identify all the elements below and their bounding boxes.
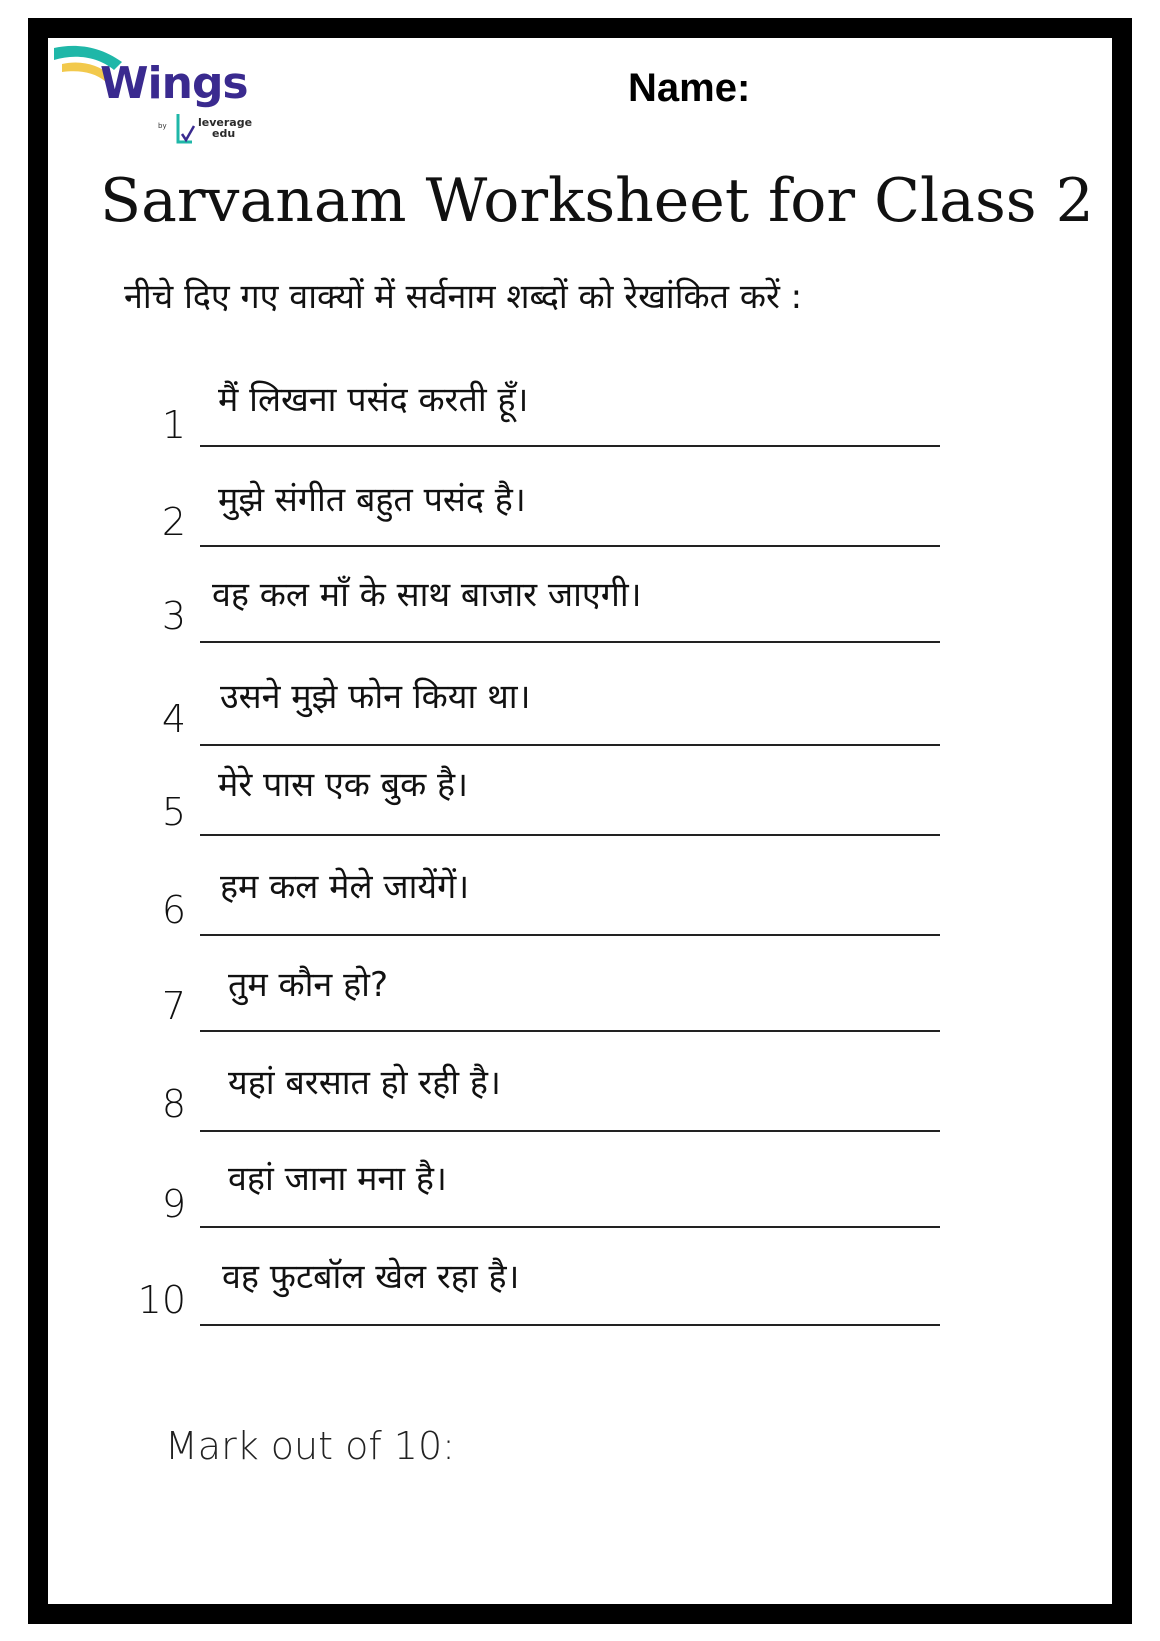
question-text: वहां जाना मना है। xyxy=(228,1159,447,1199)
question-number: 2 xyxy=(161,500,186,544)
question-number: 6 xyxy=(161,888,186,932)
question-number: 8 xyxy=(161,1082,186,1126)
answer-line xyxy=(200,1226,940,1228)
question-item xyxy=(0,475,1160,565)
question-text: मुझे संगीत बहुत पसंद है। xyxy=(218,480,526,520)
question-item xyxy=(0,760,1160,850)
instruction-text: नीचे दिए गए वाक्यों में सर्वनाम शब्दों को रेखांकित करें : xyxy=(124,277,803,317)
question-item xyxy=(0,862,1160,952)
wings-logo xyxy=(52,40,262,160)
question-text: तुम कौन हो? xyxy=(228,965,389,1005)
answer-line xyxy=(200,1324,940,1326)
question-text: मेरे पास एक बुक है। xyxy=(218,765,468,805)
name-label: Name: xyxy=(628,66,751,110)
logo-by-text: by xyxy=(158,122,167,130)
question-text: उसने मुझे फोन किया था। xyxy=(220,677,531,717)
question-text: वह कल माँ के साथ बाजार जाएगी। xyxy=(212,575,642,615)
question-number: 9 xyxy=(161,1182,186,1226)
question-text: यहां बरसात हो रही है। xyxy=(228,1063,501,1103)
answer-line xyxy=(200,445,940,447)
question-number: 1 xyxy=(161,403,186,447)
worksheet-title: Sarvanam Worksheet for Class 2 xyxy=(100,166,1094,236)
question-number: 4 xyxy=(161,697,186,741)
answer-line xyxy=(200,934,940,936)
question-item xyxy=(0,1252,1160,1342)
logo-sub-line1: leverage xyxy=(198,116,253,129)
question-item xyxy=(0,672,1160,762)
question-item xyxy=(0,1154,1160,1244)
question-number: 3 xyxy=(161,594,186,638)
answer-line xyxy=(200,834,940,836)
question-number: 5 xyxy=(161,790,186,834)
answer-line xyxy=(200,1130,940,1132)
question-number: 10 xyxy=(137,1278,186,1322)
question-text: वह फुटबॉल खेल रहा है। xyxy=(222,1257,520,1297)
mark-out-of-label: Mark out of 10: xyxy=(165,1424,455,1468)
answer-line xyxy=(200,545,940,547)
logo-wordmark: Wings xyxy=(100,58,248,109)
question-item xyxy=(0,1058,1160,1148)
answer-line xyxy=(200,1030,940,1032)
leverage-edu-icon xyxy=(174,112,196,146)
answer-line xyxy=(200,744,940,746)
answer-line xyxy=(200,641,940,643)
logo-subtext xyxy=(198,117,252,139)
question-text: मैं लिखना पसंद करती हूँ। xyxy=(218,380,529,420)
question-item xyxy=(0,570,1160,660)
question-number: 7 xyxy=(161,984,186,1028)
question-item xyxy=(0,960,1160,1050)
question-item xyxy=(0,375,1160,465)
question-text: हम कल मेले जायेंगें। xyxy=(220,867,470,907)
logo-sub-line2: edu xyxy=(212,127,236,140)
